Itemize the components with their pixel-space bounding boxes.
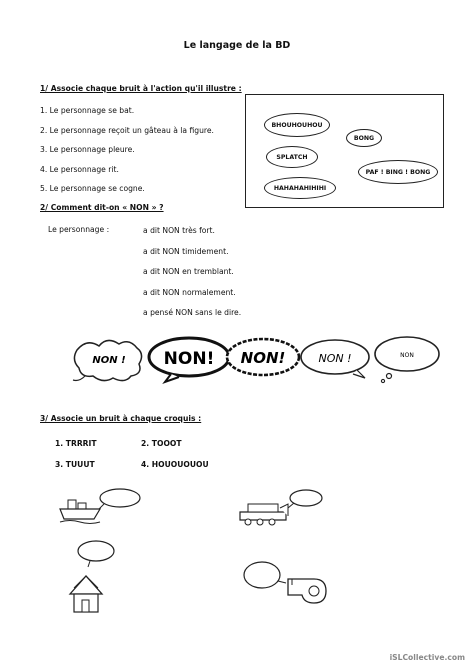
section-2-heading: 2/ Comment dit-on « NON » ?	[40, 203, 164, 212]
svg-text:NON!: NON!	[163, 349, 215, 369]
sound-item: 1. TRRRIT	[55, 439, 97, 448]
whistle-sketch	[242, 555, 334, 605]
svg-text:NON !: NON !	[318, 352, 352, 365]
non-options-list	[143, 221, 241, 324]
non-bubble-wavy	[73, 340, 142, 380]
train-sketch	[236, 488, 326, 528]
page-title: Le langage de la BD	[183, 40, 291, 51]
actions-list	[40, 101, 214, 199]
list-item: a pensé NON sans le dire.	[143, 308, 242, 317]
sound-item: 2. TOOOT	[141, 439, 182, 448]
svg-text:NON!: NON!	[240, 349, 286, 367]
house-sketch	[62, 538, 142, 618]
list-item: a dit NON très fort.	[143, 226, 215, 235]
section-1-heading: 1/ Associe chaque bruit à l'action qu'il illustre :	[40, 84, 242, 93]
sound-bubbles-box	[245, 94, 444, 208]
non-bubble-shaky	[227, 339, 299, 375]
speech-bubble: BHOUHOUHOU	[264, 113, 330, 137]
list-item: a dit NON timidement.	[143, 246, 229, 256]
speech-bubble: BONG	[346, 129, 382, 147]
footer-watermark: iSLCollective.com	[389, 653, 465, 662]
svg-text:NON !: NON !	[92, 355, 126, 366]
speech-bubble: SPLATCH	[266, 146, 318, 168]
section-3-heading: 3/ Associe un bruit à chaque croquis :	[40, 414, 202, 423]
sounds-list	[55, 433, 227, 475]
subject-label: Le personnage :	[48, 225, 110, 234]
list-item: 2. Le personnage reçoit un gâteau à la figure.	[40, 125, 214, 135]
non-bubble-bold	[149, 338, 229, 382]
boat-sketch	[58, 488, 148, 528]
speech-bubble: PAF ! BING ! BONG	[358, 160, 438, 184]
sound-item: 4. HOUOUOUOU	[141, 460, 209, 469]
list-item: a dit NON normalement.	[143, 287, 236, 297]
list-item: 1. Le personnage se bat.	[40, 106, 135, 115]
sound-item: 3. TUUUT	[55, 460, 95, 469]
non-bubble-normal	[301, 340, 369, 378]
non-bubbles-strip	[71, 332, 441, 384]
svg-text:NON: NON	[400, 352, 414, 359]
list-item: 4. Le personnage rit.	[40, 164, 119, 174]
list-item: 5. Le personnage se cogne.	[40, 184, 145, 193]
non-bubble-thought	[375, 337, 439, 383]
list-item: a dit NON en tremblant.	[143, 267, 234, 276]
list-item: 3. Le personnage pleure.	[40, 145, 135, 154]
speech-bubble: HAHAHAHIHIHI	[264, 177, 336, 199]
